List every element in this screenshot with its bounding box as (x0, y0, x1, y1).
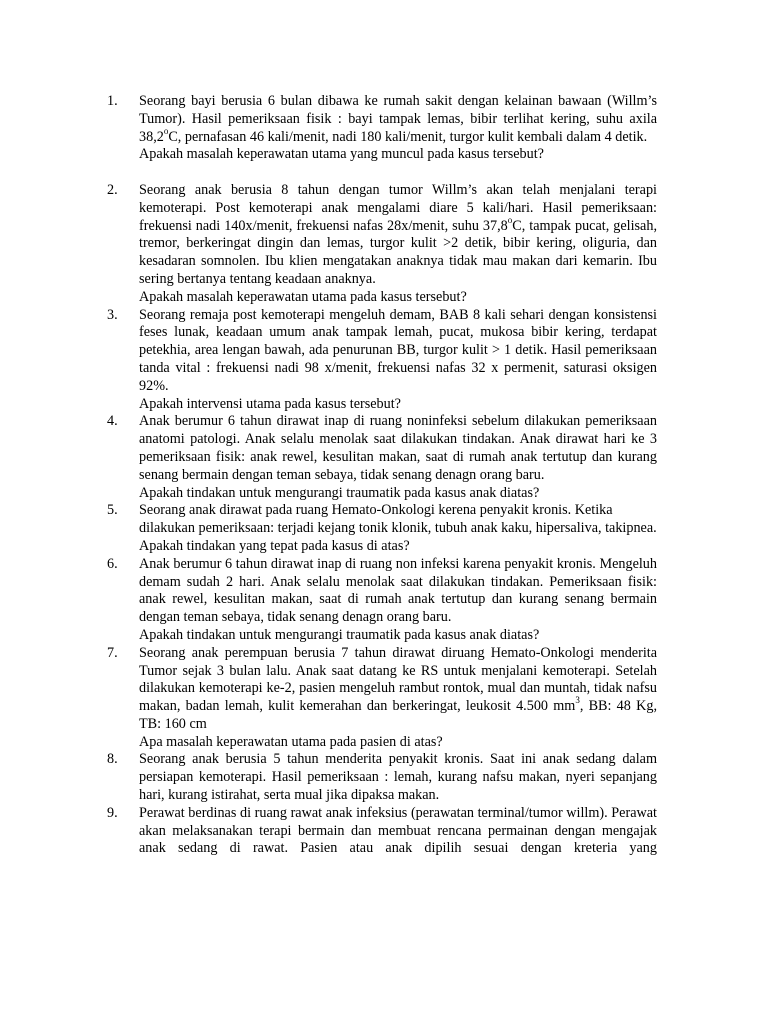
case-text: Anak berumur 6 tahun dirawat inap di ruang noninfeksi sebelum dilakukan pemeriksaan anatomi patologi. Anak selalu menolak saat dilakukan tindakan. Anak dirawat hari ke 3 pemeriksaan fisik: anak rewel, kesulitan makan, saat di rumah anak tertutup dan kurang senang bermain dengan teman sebaya, tidak senang denagn orang baru. (139, 413, 657, 483)
case-text: Seorang anak dirawat pada ruang Hemato-Onkologi kerena penyakit kronis. Ketika dilakukan pemeriksaan: terjadi kejang tonik klonik, tubuh anak kaku, hipersaliva, takipnea. (139, 502, 657, 537)
case-text-part: C, tampak pucat, gelisah, tremor, berkeringat dingin dan lemas, turgor kulit >2 detik, bibir kering, oliguria, dan kesadaran somnolen. Ibu klien mengatakan anaknya tidak mau makan dari kemarin. Ibu sering bertanya tentang keadaan anaknya. (139, 217, 657, 287)
item-number: 2. (107, 181, 118, 198)
case-text (139, 645, 657, 734)
item-number: 8. (107, 751, 118, 768)
superscript: 3 (575, 695, 580, 706)
item-number: 9. (107, 804, 118, 821)
case-text-part: C, pernafasan 46 kali/menit, nadi 180 kali/menit, turgor kulit kembali dalam 4 detik. (168, 128, 648, 145)
list-item (107, 751, 657, 804)
case-text (139, 182, 657, 289)
item-number: 3. (107, 306, 118, 323)
case-question: Apakah tindakan untuk mengurangi traumatik pada kasus anak diatas? (139, 484, 540, 501)
superscript: o (163, 125, 169, 136)
case-text: Anak berumur 6 tahun dirawat inap di ruang non infeksi karena penyakit kronis. Mengeluh demam sudah 2 hari. Anak selalu menolak saat dilakukan tindakan. Pemeriksaan fisik: anak rewel, kesulitan makan, saat di rumah anak tertutup dan kurang senang bermain dengan teman sebaya, tidak senang denagn orang baru. (139, 555, 657, 626)
list-item (107, 182, 657, 307)
list-item (107, 93, 657, 164)
case-text: Seorang remaja post kemoterapi mengeluh demam, BAB 8 kali sehari dengan konsistensi feses lunak, keadaan umum anak tampak lemah, pucat, mukosa bibir kering, terdapat petekhia, area lengan bawah, ada penurunan BB, turgor kulit > 1 detik. Hasil pemeriksaan tanda vital : frekuensi nadi 98 x/menit, frekuensi nafas 32 x permenit, saturasi oksigen 92%. (139, 306, 657, 394)
case-text: Seorang anak berusia 5 tahun menderita penyakit kronis. Saat ini anak sedang dalam persiapan kemoterapi. Hasil pemeriksaan : lemah, kurang nafsu makan, nyeri sepanjang hari, kurang istirahat, serta mual jika dipaksa makan. (139, 751, 657, 804)
list-item (107, 502, 657, 555)
case-question: Apakah tindakan yang tepat pada kasus di atas? (139, 537, 410, 554)
case-text: Perawat berdinas di ruang rawat anak infeksius (perawatan terminal/tumor willm). Perawat akan melaksanakan terapi bermain dan membuat rencana permainan dengan mengajak anak sedang di rawat. Pasien atau anak dipilih sesuai dengan kreteria yang (139, 804, 657, 857)
list-item (107, 645, 657, 752)
case-question: Apa masalah keperawatan utama pada pasien di atas? (139, 733, 443, 750)
question-list (107, 93, 657, 858)
superscript: o (507, 214, 513, 225)
item-number: 7. (107, 644, 118, 661)
list-item (107, 307, 657, 414)
list-item (107, 413, 657, 502)
case-question: Apakah tindakan untuk mengurangi traumatik pada kasus anak diatas? (139, 626, 540, 643)
case-text-part: Seorang anak berusia 8 tahun dengan tumor Willm’s akan telah menjalani terapi kemoterapi. Post kemoterapi anak mengalami diare 5 kali/hari. Hasil pemeriksaan: frekuensi nadi 140x/menit, frekuensi nafas 28x/menit, suhu 37,8 (139, 181, 657, 234)
case-text-part: Seorang anak perempuan berusia 7 tahun dirawat diruang Hemato-Onkologi menderita Tumor sejak 3 bulan lalu. Anak saat datang ke RS untuk menjalani kemoterapi. Setelah dilakukan kemoterapi ke-2, pasien mengeluh rambut rontok, mual dan muntah, tidak nafsu makan, badan lemah, kulit kemerahan dan berkeringat, leukosit 4.500 mm (139, 644, 657, 715)
list-item (107, 805, 657, 858)
item-number: 6. (107, 555, 118, 572)
list-item (107, 556, 657, 645)
item-number: 4. (107, 413, 118, 430)
case-text-part: Seorang bayi berusia 6 bulan dibawa ke rumah sakit dengan kelainan bawaan (Willm’s Tumor). Hasil pemeriksaan fisik : bayi tampak lemas, bibir terlihat kering, suhu axila 38,2 (139, 93, 657, 145)
case-question: Apakah masalah keperawatan utama pada kasus tersebut? (139, 288, 467, 305)
case-question: Apakah masalah keperawatan utama yang muncul pada kasus tersebut? (139, 146, 544, 163)
item-number: 1. (107, 93, 118, 109)
case-text (139, 93, 657, 146)
case-text-part: , BB: 48 Kg, TB: 160 cm (139, 698, 657, 732)
case-question: Apakah intervensi utama pada kasus tersebut? (139, 395, 401, 412)
item-number: 5. (107, 502, 118, 519)
